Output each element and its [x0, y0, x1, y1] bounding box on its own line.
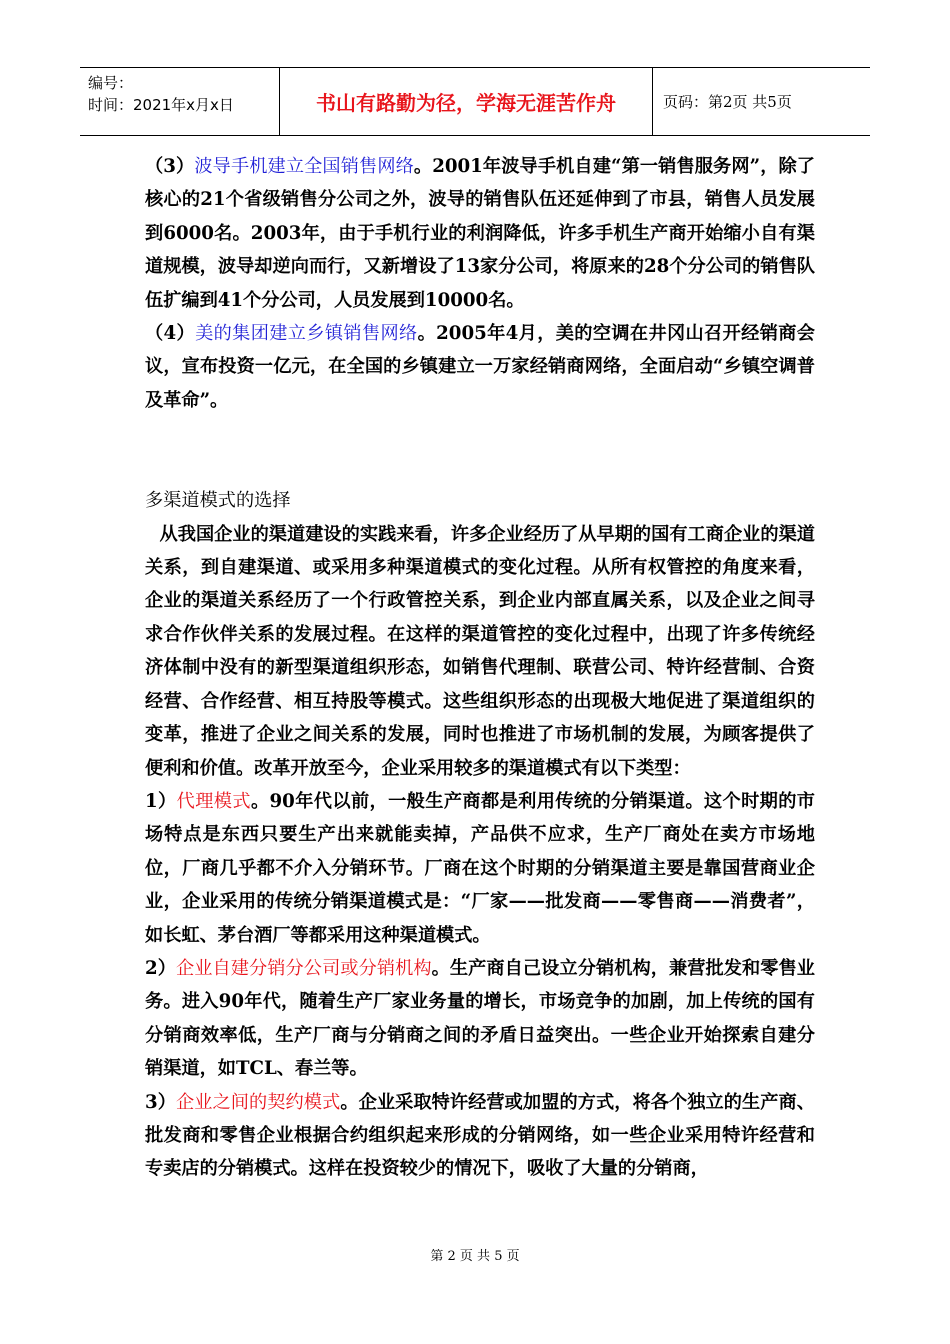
header-page-info: 页码：第2页 共5页	[663, 93, 792, 111]
mode-contract	[145, 1086, 815, 1186]
header-motto: 书山有路勤为径，学海无涯苦作舟	[280, 68, 653, 135]
paragraph-highlight: 代理模式	[176, 790, 251, 812]
page-header	[80, 67, 870, 136]
paragraph-highlight: 企业自建分销分公司或分销机构	[176, 957, 432, 979]
paragraph-highlight: 企业之间的契约模式	[176, 1091, 341, 1113]
mode-agency	[145, 785, 815, 952]
section-title: 多渠道模式的选择	[145, 490, 291, 512]
paragraph-highlight: 波导手机建立全国销售网络	[194, 156, 414, 177]
paragraph-prefix: （3）	[145, 156, 195, 177]
intro-paragraph: 从我国企业的渠道建设的实践来看，许多企业经历了从早期的国有工商企业的渠道关系，到自建渠道、或采用多种渠道模式的变化过程。从所有权管控的角度来看，企业的渠道关系经历了一个行政管控关系，到企业内部直属关系，以及企业之间寻求合作伙伴关系的发展过程。在这样的渠道管控的变化过程中，出现了许多传统经济体制中没有的新型渠道组织形态，如销售代理制、联营公司、特许经营制、合资经营、合作经营、相互持股等模式。这些组织形态的出现极大地促进了渠道组织的变革，推进了企业之间关系的发展，同时也推进了市场机制的发展，为顾客提供了便利和价值。改革开放至今，企业采用较多的渠道模式有以下类型：	[145, 523, 815, 779]
document-date: 时间：2021年x月x日	[88, 96, 234, 114]
header-meta	[80, 68, 280, 135]
paragraph-prefix: （4）	[145, 323, 196, 345]
paragraph-prefix: 2）	[145, 957, 176, 979]
paragraph-text: 。企业采取特许经营或加盟的方式，将各个独立的生产商、批发商和零售企业根据合约组织起来形成的分销网络，如一些企业采用特许经营和专卖店的分销模式。这样在投资较少的情况下，吸收了大量的分销商，	[145, 1091, 815, 1180]
spacer	[145, 417, 815, 484]
mode-self-built	[145, 952, 815, 1086]
document-number: 编号：	[88, 74, 134, 92]
paragraph-text: 。生产商自己设立分销机构，兼营批发和零售业务。进入90年代，随着生产厂家业务量的增长，市场竞争的加剧，加上传统的国有分销商效率低，生产厂商与分销商之间的矛盾日益突出。一些企业开始探索自建分销渠道，如TCL、春兰等。	[145, 957, 815, 1080]
paragraph-midea	[145, 317, 815, 417]
paragraph-prefix: 3）	[145, 1091, 176, 1113]
paragraph-text: 。2005年4月，美的空调在井冈山召开经销商会议，宣布投资一亿元，在全国的乡镇建立一万家经销商网络，全面启动“乡镇空调普及革命”。	[145, 323, 815, 411]
paragraph-text: 。2001年波导手机自建“第一销售服务网”，除了核心的21个省级销售分公司之外，波导的销售队伍还延伸到了市县，销售人员发展到6000名。2003年，由于手机行业的利润降低，许多手机生产商开始缩小自有渠道规模，波导却逆向而行，又新增设了13家分公司，将原来的28个分公司的销售队伍扩编到41个分公司，人员发展到10000名。	[145, 156, 815, 311]
paragraph-text: 。90年代以前，一般生产商都是利用传统的分销渠道。这个时期的市场特点是东西只要生产出来就能卖掉，产品供不应求，生产厂商处在卖方市场地位，厂商几乎都不介入分销环节。厂商在这个时期的分销渠道主要是靠国营商业企业，企业采用的传统分销渠道模式是：“厂家——批发商——零售商——消费者”，如长虹、茅台酒厂等都采用这种渠道模式。	[145, 790, 815, 946]
page-footer: 第 2 页 共 5 页	[430, 1249, 520, 1264]
paragraph-highlight: 美的集团建立乡镇销售网络	[195, 323, 418, 345]
paragraph-bodao	[145, 150, 815, 317]
document-body	[145, 150, 815, 1186]
paragraph-prefix: 1）	[145, 790, 177, 812]
